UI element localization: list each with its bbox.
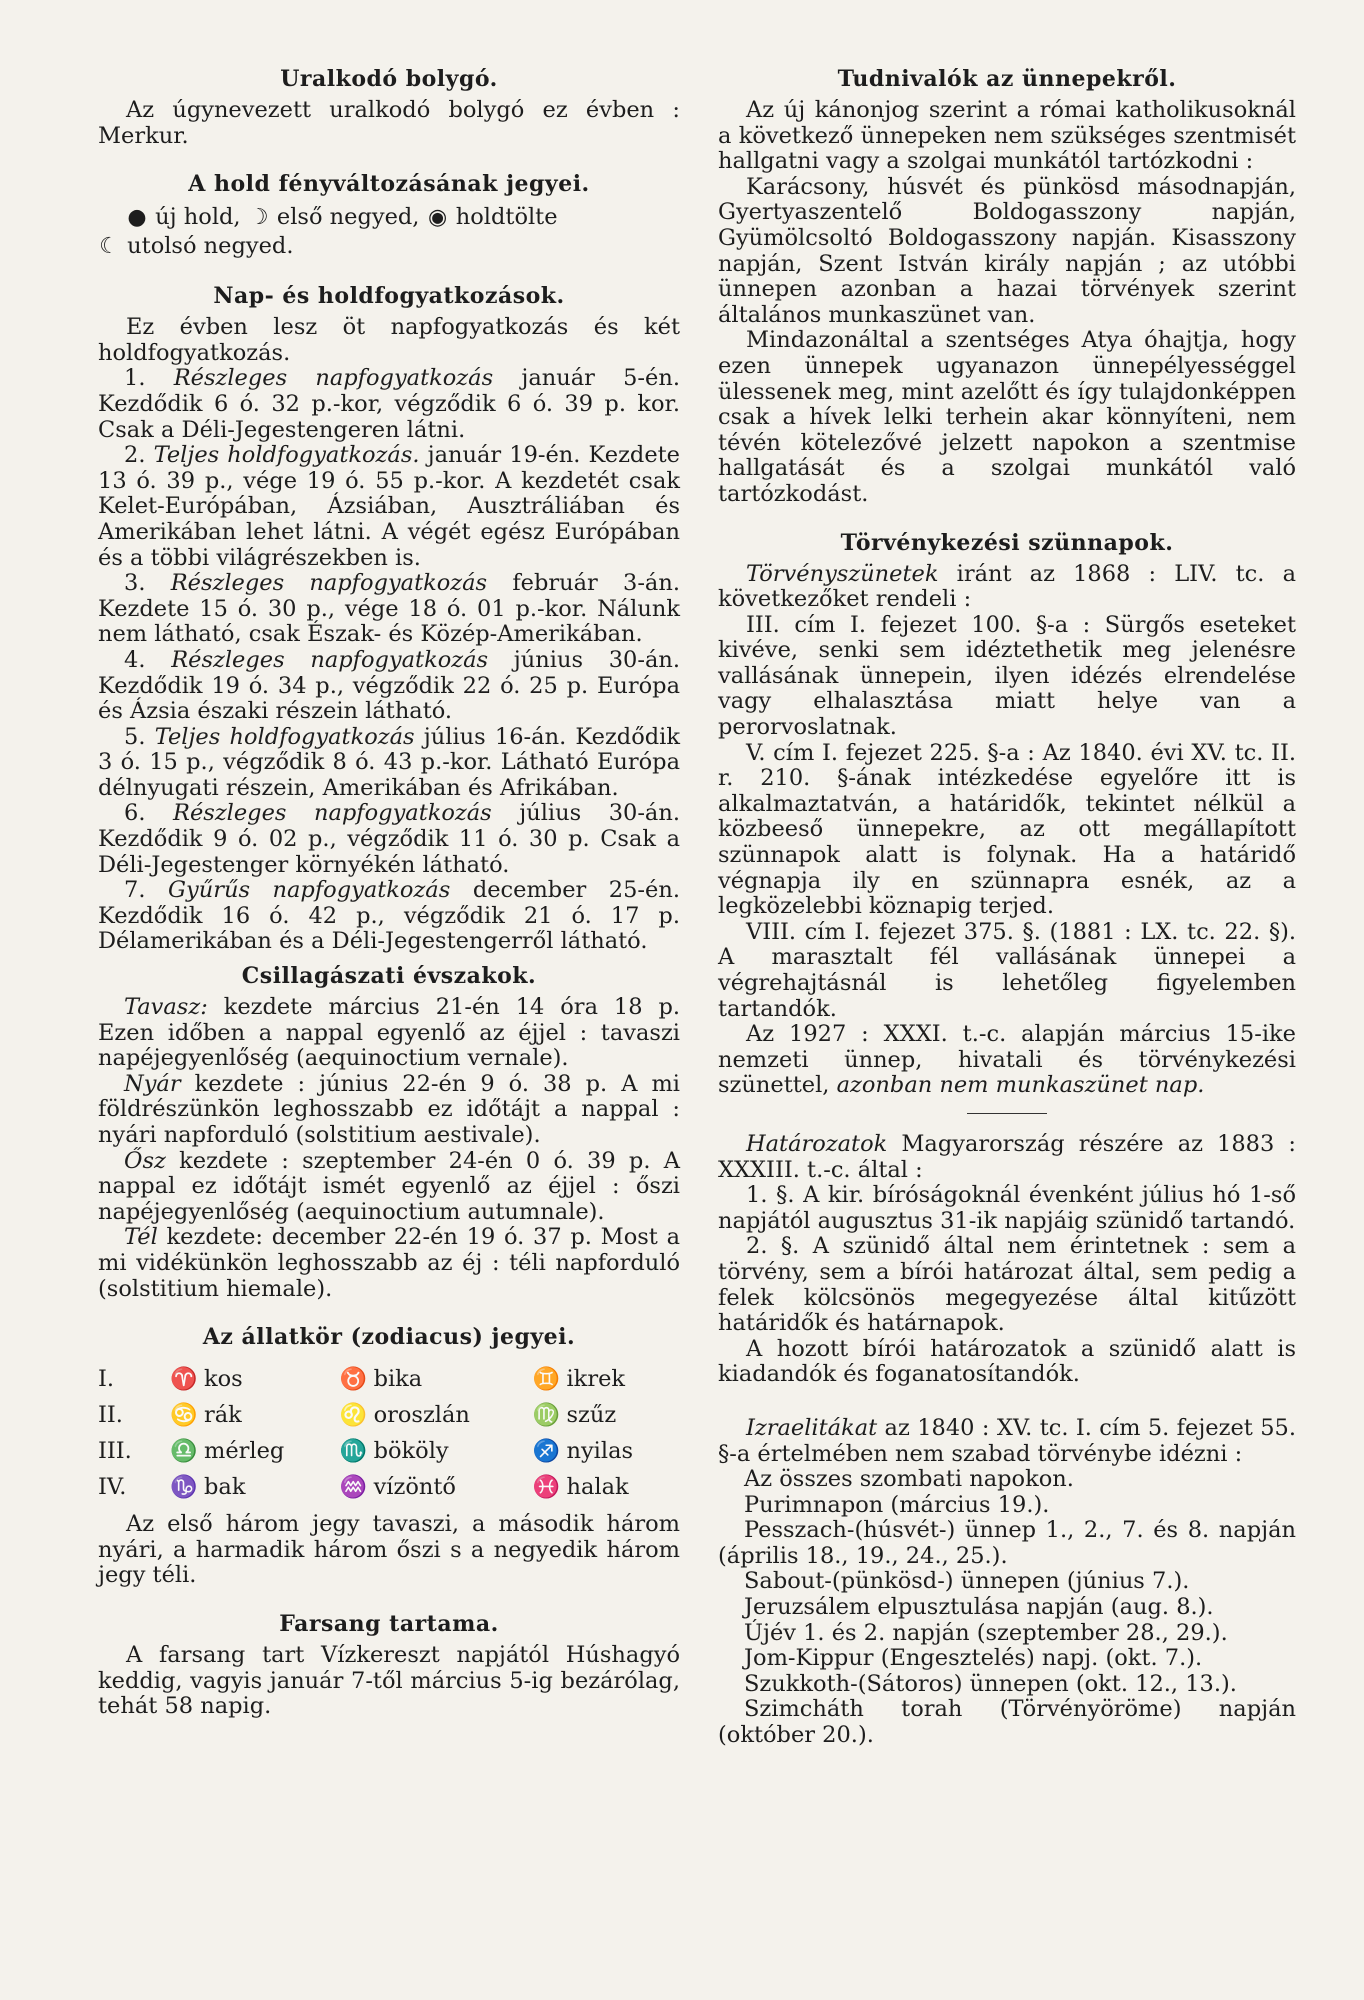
eclipse-list	[98, 366, 680, 955]
list-item: Purimnapon (március 19.).	[744, 1491, 1050, 1518]
list-item: 6. Részleges napfogyatkozás július 30-án. Kezdődik 9 ó. 02 p., végződik 11 ó. 30 p. Csak a Déli-Jegestenger környékén látható.	[98, 800, 680, 878]
eclipses-heading: Nap- és holdfogyatkozások.	[213, 283, 565, 310]
libra-icon: ♎	[170, 1439, 198, 1465]
moon-phase-label: holdtölte	[455, 204, 558, 231]
court-p5: Az 1927 : XXXI. t.-c. alapján március 15-ike nemzeti ünnep, hivatali és törvénykezési szünettel, azonban nem munkaszünet nap.	[718, 1021, 1296, 1099]
list-item: 2. Teljes holdfogyatkozás. január 19-én. Kezdete 13 ó. 39 p., vége 19 ó. 55 p.-kor. A kezdetét csak Kelet-Európában, Ázsiában, Ausztráliában és Amerikában lehet látni. A végét egész Európában és a többi világrészekben is.	[98, 442, 680, 571]
scorpio-icon: ♏	[339, 1439, 368, 1465]
aquarius-icon: ♒	[339, 1475, 368, 1501]
carnival-heading: Farsang tartama.	[279, 1610, 499, 1637]
list-item: Nyár kezdete : június 22-én 9 ó. 38 p. A mi földrészünkön leghosszabb ez időtájt a nappal : nyári napforduló (solstitium aestivale).	[98, 1070, 680, 1148]
eclipses-intro: Ez évben lesz öt napfogyatkozás és két holdfogyatkozás.	[98, 314, 680, 366]
moon-phases-line-2	[98, 232, 680, 261]
sagittarius-icon: ♐	[532, 1439, 561, 1465]
table-row: IV. ♑ bak ♒ vízöntő ♓ halak	[98, 1474, 629, 1501]
court-p4: VIII. cím I. fejezet 375. §. (1881 : LX. tc. 22. §). A marasztalt fél vallásának ünnepei a végrehajtásnál is lehetőleg figyelemben tartandók.	[718, 918, 1296, 1022]
first-quarter-icon: ☽	[248, 205, 269, 231]
resolutions-p1: Határozatok Magyarország részére az 1883 : XXXIII. t.-c. által :	[718, 1130, 1296, 1183]
moon-phase-label: utolsó negyed.	[127, 233, 294, 260]
list-item: Az összes szombati napokon.	[744, 1466, 1074, 1493]
table-row: III. ♎ mérleg ♏ bököly ♐ nyilas	[98, 1438, 634, 1465]
seasons-list	[98, 995, 680, 1302]
list-item: Szimcháth torah (Törvényöröme) napján (október 20.).	[718, 1696, 1296, 1749]
leo-icon: ♌	[339, 1403, 368, 1429]
planet-text: Az úgynevezett uralkodó bolygó ez évben : Merkur.	[98, 97, 680, 149]
carnival-text: A farsang tart Vízkereszt napjától Húshagyó keddig, vagyis január 7-től március 5-ig bezárólag, tehát 58 napig.	[98, 1641, 680, 1720]
zodiac-table	[98, 1362, 680, 1506]
gemini-icon: ♊	[532, 1367, 561, 1393]
left-column	[98, 58, 680, 1720]
aries-icon: ♈	[170, 1367, 198, 1393]
list-item: 7. Gyűrűs napfogyatkozás december 25-én. Kezdődik 16 ó. 42 p., végződik 21 ó. 17 p. Délamerikában és a Déli-Jegestengerről látható.	[98, 877, 680, 955]
moon-phase-label: első negyed,	[276, 204, 420, 231]
list-item: 5. Teljes holdfogyatkozás július 16-án. Kezdődik 3 ó. 15 p., végződik 8 ó. 43 p.-kor. Látható Európa délnyugati részein, Amerikában és Afrikában.	[98, 723, 680, 801]
pisces-icon: ♓	[532, 1475, 561, 1501]
list-item: Szukkoth-(Sátoros) ünnepen (okt. 12., 13.).	[744, 1670, 1237, 1697]
list-item: Tavasz: kezdete március 21-én 14 óra 18 p. Ezen időben a nappal egyenlő az éjjel : tavaszi napéjegyenlőség (aequinoctium vernale).	[98, 994, 680, 1072]
capricorn-icon: ♑	[170, 1475, 198, 1501]
list-item: 4. Részleges napfogyatkozás június 30-án. Kezdődik 19 ó. 34 p., végződik 22 ó. 25 p. Európa és Ázsia északi részein látható.	[98, 646, 680, 725]
table-row: I. ♈ kos ♉ bika ♊ ikrek	[98, 1366, 626, 1393]
list-item: Jeruzsálem elpusztulása napján (aug. 8.).	[744, 1594, 1214, 1621]
israelites-intro: Izraelitákat az 1840 : XV. tc. I. cím 5. fejezet 55. §-a értelmében nem szabad törvénybe idézni :	[718, 1414, 1296, 1467]
full-moon-icon: ◉	[428, 205, 448, 231]
list-item: 1. Részleges napfogyatkozás január 5-én. Kezdődik 6 ó. 32 p.-kor, végződik 6 ó. 39 p. kor. Csak a Déli-Jegestengeren látni.	[98, 365, 680, 443]
list-item: Jom-Kippur (Engesztelés) napj. (okt. 7.).	[744, 1645, 1203, 1672]
list-item: Sabout-(pünkösd-) ünnepen (június 7.).	[744, 1568, 1190, 1595]
list-item: Tél kezdete: december 22-én 19 ó. 37 p. Most a mi vidékünkön leghosszabb az éj : téli napforduló (solstitium hiemale).	[98, 1224, 680, 1302]
table-row: II. ♋ rák ♌ oroszlán ♍ szűz	[98, 1402, 617, 1429]
taurus-icon: ♉	[339, 1367, 368, 1393]
list-item: Újév 1. és 2. napján (szeptember 28., 29.).	[744, 1619, 1228, 1646]
cancer-icon: ♋	[170, 1403, 198, 1429]
list-item: 3. Részleges napfogyatkozás február 3-án. Kezdete 15 ó. 30 p., vége 18 ó. 01 p.-kor. Nálunk nem látható, csak Észak- és Közép-Amerikában.	[98, 570, 680, 648]
holidays-p2: Karácsony, húsvét és pünkösd másodnapján, Gyertyaszentelő Boldogasszony napján, Gyümölcsoltó Boldogasszony napján. Kisasszony napján, Szent István király napján ; az utóbbi ünnepen azonban a hazai törvények szerint általános munkaszünet van.	[718, 173, 1296, 328]
resolutions-p2: 1. §. A kir. bíróságoknál évenként július hó 1-ső napjától augusztus 31-ik napjáig szünidő tartandó.	[718, 1182, 1296, 1234]
moon-phases-heading: A hold fényváltozásának jegyei.	[188, 171, 590, 198]
list-item: Pesszach-(húsvét-) ünnep 1., 2., 7. és 8. napján (április 18., 19., 24., 25.).	[718, 1517, 1296, 1569]
zodiac-note: Az első három jegy tavaszi, a második három nyári, a harmadik három őszi s a negyedik három jegy téli.	[98, 1511, 680, 1589]
court-p2: III. cím I. fejezet 100. §-a : Sürgős eseteket kivéve, senki sem idéztethetik meg jelenésre vallásának ünnepein, ilyen idézés elrendelése vagy elhalasztása miatt helye van a perorvoslatnak.	[718, 611, 1296, 741]
new-moon-icon: ●	[127, 205, 147, 231]
moon-phases-line	[98, 203, 680, 232]
right-column	[718, 58, 1296, 1749]
resolutions-p3: 2. §. A szünidő által nem érintetnek : sem a törvény, sem a bírói határozat által, sem pedig a felek kölcsönös megegyezése által kitűzött határidők és határnapok.	[718, 1233, 1296, 1337]
seasons-heading: Csillagászati évszakok.	[241, 963, 537, 990]
court-heading: Törvénykezési szünnapok.	[840, 529, 1174, 556]
divider	[967, 1113, 1047, 1114]
virgo-icon: ♍	[532, 1403, 561, 1429]
holidays-p1: Az új kánonjog szerint a római katholikusoknál a következő ünnepeken nem szükséges szentmisét hallgatni vagy a szolgai munkától tartózkodni :	[718, 97, 1296, 175]
holidays-heading: Tudnivalók az ünnepekről.	[837, 66, 1177, 92]
resolutions-p4: A hozott bírói határozatok a szünidő alatt is kiadandók és foganatosítandók.	[718, 1335, 1296, 1388]
zodiac-heading: Az állatkör (zodiacus) jegyei.	[202, 1324, 576, 1351]
court-p3: V. cím I. fejezet 225. §-a : Az 1840. évi XV. tc. II. r. 210. §-ának intézkedése egyelőre itt is alkalmaztatván, a határidők, tekintet nélkül a közbeeső ünnepekre, az ott megállapított szünnapok alatt is folynak. Ha a határidő végnapja ily en szünnapra esnék, az a legközelebbi köznapig terjed.	[718, 739, 1296, 920]
israelites-list	[718, 1467, 1296, 1749]
planet-heading: Uralkodó bolygó.	[280, 66, 498, 92]
moon-phase-label: új hold,	[155, 204, 241, 231]
list-item: Ősz kezdete : szeptember 24-én 0 ó. 39 p. A nappal ez időtájt ismét egyenlő az éjjel : őszi napéjegyenlőség (aequinoctium autumnale).	[98, 1147, 680, 1225]
holidays-p3: Mindazonáltal a szentséges Atya óhajtja, hogy ezen ünnepek ugyanazon ünnepélyességgel ülessenek meg, mint azelőtt és így tulajdonképpen csak a hívek lelki terhein akar könnyíteni, nem tévén kötelezővé jelzett napokon a szentmise hallgatását és a szolgai munkától való tartózkodást.	[718, 327, 1296, 507]
last-quarter-icon: ☾	[99, 234, 119, 260]
court-p1: Törvényszünetek iránt az 1868 : LIV. tc. a következőket rendeli :	[718, 560, 1296, 613]
